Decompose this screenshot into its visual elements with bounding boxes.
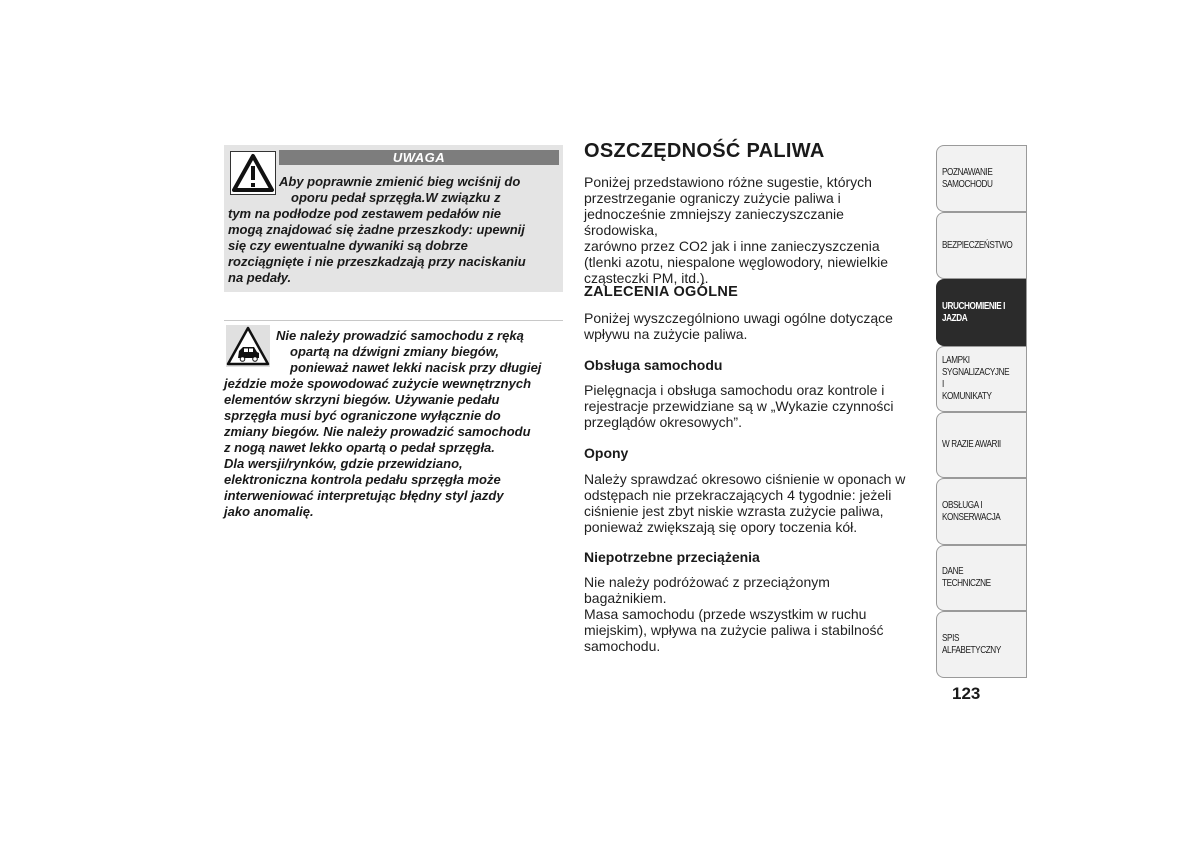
section-intro: Poniżej wyszczególniono uwagi ogólne dotyczące wpływu na zużycie paliwa. [584, 310, 893, 342]
note-text-continued: jeździe może spowodować zużycie wewnętrznych elementów skrzyni biegów. Używanie pedału sprzęgła musi być ograniczone wyłącznie do zmiany biegów. Nie należy prowadzić samochodu z nogą nawet lekko opartą o pedał sprzęgła. Dla wersji/rynków, gdzie przewidziano, elektroniczna kontrola pedału sprzęgła może interweniować interpretując błędny styl jazdy jako anomalię. [224, 376, 532, 519]
tab-obsluga-i-konserwacja[interactable] [936, 478, 1026, 545]
subsection-heading: Niepotrzebne przeciążenia [584, 549, 760, 565]
tab-label: OBSŁUGA I KONSERWACJA [942, 499, 1001, 523]
subsection-text: Pielęgnacja i obsługa samochodu oraz kontrole i rejestracje przewidziane są w „Wykazie czynności przeglądów okresowych”. [584, 382, 894, 430]
car-on-road-icon [226, 325, 270, 367]
warning-triangle-icon [230, 151, 276, 195]
page-title: OSZCZĘDNOŚĆ PALIWA [584, 140, 825, 162]
tab-label: BEZPIECZEŃSTWO [942, 239, 1013, 251]
tab-label: W RAZIE AWARII [942, 439, 1001, 450]
page-number: 123 [952, 684, 981, 703]
tab-bar-edge [1026, 145, 1027, 678]
subsection-heading: Obsługa samochodu [584, 357, 723, 373]
tab-label: URUCHOMIENIE I JAZDA [942, 300, 1006, 324]
warning-header: UWAGA [279, 150, 559, 165]
tab-label: LAMPKI SYGNALIZACYJNE I KOMUNIKATY [942, 355, 1010, 402]
tab-lampki-sygnalizacyjne[interactable] [936, 346, 1026, 412]
section-heading: ZALECENIA OGÓLNE [584, 284, 739, 300]
subsection-text: Nie należy podróżować z przeciążonym bagażnikiem. Masa samochodu (przede wszystkim w ruchu miejskim), wpływa na zużycie paliwa i stabilność samochodu. [584, 574, 884, 654]
subsection-heading: Opony [584, 445, 629, 461]
tab-label: DANE TECHNICZNE [942, 566, 991, 589]
warning-text: Aby poprawnie zmienić bieg wciśnij do oporu pedał sprzęgła.W związku z [279, 174, 521, 205]
tab-label: POZNAWANIE SAMOCHODU [942, 166, 993, 190]
subsection-text: Należy sprawdzać okresowo ciśnienie w oponach w odstępach nie przekraczających 4 tygodnie: jeżeli ciśnienie jest zbyt niskie wzrasta zużycie paliwa, ponieważ zwiększają się opory toczenia kół. [584, 471, 906, 535]
note-text: Nie należy prowadzić samochodu z ręką opartą na dźwigni zmiany biegów, ponieważ nawet lekki nacisk przy długiej [276, 328, 542, 375]
warning-box [224, 145, 563, 292]
tab-poznawanie-samochodu[interactable] [936, 145, 1026, 212]
intro-paragraph: Poniżej przedstawiono różne sugestie, których przestrzeganie ograniczy zużycie paliwa i jednocześnie zmniejszy zanieczyszczanie środowiska, zarówno przez CO2 jak i inne zanieczyszczenia (tlenki azotu, niespalone węglowodory, niewielkie cząsteczki PM, itd.). [584, 174, 889, 286]
tab-spis-alfabetyczny[interactable] [936, 611, 1026, 678]
tab-dane-techniczne[interactable] [936, 545, 1026, 611]
warning-text-continued: tym na podłodze pod zestawem pedałów nie mogą znajdować się żadne przeszkody: upewnij się czy ewentualne dywaniki są dobrze rozciągnięte i nie przeszkadzają przy naciskaniu na pedały. [228, 206, 526, 285]
tab-bezpieczenstwo[interactable] [936, 212, 1026, 279]
tab-label: SPIS ALFABETYCZNY [942, 632, 1001, 656]
note-divider [224, 320, 563, 321]
tab-w-razie-awarii[interactable] [936, 412, 1026, 478]
tab-uruchomienie-i-jazda[interactable] [936, 279, 1026, 346]
